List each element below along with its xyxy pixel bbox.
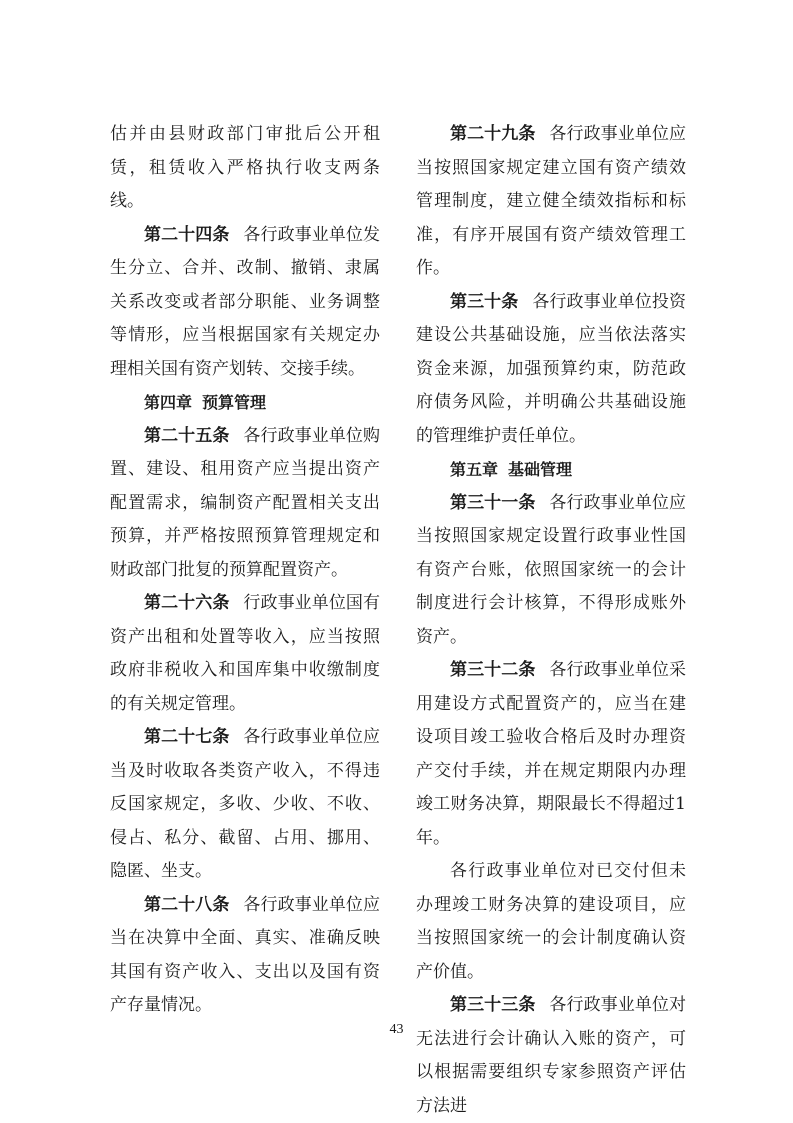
article-text: 各行政事业单位投资建设公共基础设施，应当依法落实资金来源，加强预算约束，防范政府债务风险，并明确公共基础设施的管理维护责任单位。 <box>416 291 687 446</box>
article-text: 各行政事业单位应当按照国家规定设置行政事业性国有资产台账，依照国家统一的会计制度进行会计核算，不得形成账外资产。 <box>416 492 687 647</box>
article-number: 第三十二条 <box>450 660 536 680</box>
article-paragraph <box>416 118 686 286</box>
article-number: 第二十五条 <box>144 425 230 446</box>
article-text: 各行政事业单位应当在决算中全面、真实、准确反映其国有资产收入、支出以及国有资产存量情况。 <box>110 894 381 1015</box>
article-text: 估并由县财政部门审批后公开租赁，租赁收入严格执行收支两条线。 <box>110 124 380 211</box>
article-paragraph <box>110 420 380 588</box>
article-text: 各行政事业单位应当按照国家规定建立国有资产绩效管理制度，建立健全绩效指标和标准，有序开展国有资产绩效管理工作。 <box>416 124 687 278</box>
chapter-title: 基础管理 <box>508 460 573 479</box>
article-text: 各行政事业单位发生分立、合并、改制、撤销、隶属关系改变或者部分职能、业务调整等情形，应当根据国家有关规定办理相关国有资产划转、交接手续。 <box>110 224 381 379</box>
chapter-number: 第四章 <box>144 393 193 412</box>
chapter-title: 预算管理 <box>202 393 267 412</box>
article-paragraph <box>110 118 380 219</box>
right-column <box>416 118 686 1123</box>
article-paragraph <box>110 219 380 387</box>
chapter-number: 第五章 <box>450 460 499 479</box>
article-paragraph <box>110 889 380 1023</box>
article-number: 第二十六条 <box>144 593 230 613</box>
article-paragraph <box>416 654 686 855</box>
chapter-heading <box>110 386 380 420</box>
article-paragraph <box>416 487 686 655</box>
left-column <box>110 118 380 1023</box>
article-text: 各行政事业单位对无法进行会计确认入账的资产，可以根据需要组织专家参照资产评估方法进 <box>416 995 687 1116</box>
article-paragraph <box>416 286 686 454</box>
page-number: 43 <box>389 1022 404 1037</box>
article-number: 第二十四条 <box>144 224 230 245</box>
chapter-heading <box>416 453 686 487</box>
article-number: 第三十一条 <box>450 492 536 513</box>
article-number: 第二十八条 <box>144 894 230 915</box>
article-number: 第二十九条 <box>450 124 536 144</box>
article-number: 第二十七条 <box>144 727 230 747</box>
article-number: 第三十三条 <box>450 995 536 1015</box>
article-paragraph <box>416 989 686 1123</box>
article-text: 各行政事业单位采用建设方式配置资产的，应当在建设项目竣工验收合格后及时办理资产交付手续，并在规定期限内办理竣工财务决算，期限最长不得超过1年。 <box>416 660 687 848</box>
article-number: 第三十条 <box>450 291 519 312</box>
article-text: 各行政事业单位购置、建设、租用资产应当提出资产配置需求，编制资产配置相关支出预算，并严格按照预算管理规定和财政部门批复的预算配置资产。 <box>110 425 381 580</box>
article-text: 各行政事业单位对已交付但未办理竣工财务决算的建设项目，应当按照国家统一的会计制度确认资产价值。 <box>416 861 686 982</box>
article-paragraph <box>416 855 686 989</box>
article-text: 行政事业单位国有资产出租和处置等收入，应当按照政府非税收入和国库集中收缴制度的有关规定管理。 <box>110 593 381 714</box>
article-paragraph <box>110 587 380 721</box>
article-text: 各行政事业单位应当及时收取各类资产收入，不得违反国家规定，多收、少收、不收、侵占、私分、截留、占用、挪用、隐匿、坐支。 <box>110 727 381 881</box>
article-paragraph <box>110 721 380 889</box>
